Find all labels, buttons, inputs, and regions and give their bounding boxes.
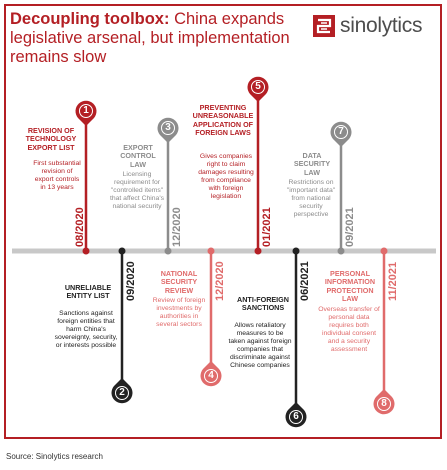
event-1-number: 1 bbox=[83, 105, 89, 116]
title-bold: Decoupling toolbox: bbox=[10, 10, 170, 28]
event-4-title: NATIONAL SECURITY REVIEW bbox=[160, 269, 198, 295]
event-5-description: Gives companies right to claim damages resulting from compliance with foreign legislation bbox=[198, 153, 254, 200]
event-2-number: 2 bbox=[119, 387, 125, 398]
source-note: Source: Sinolytics research bbox=[6, 452, 103, 461]
event-7-dot bbox=[338, 248, 345, 255]
event-8-number: 8 bbox=[381, 398, 387, 409]
event-5-number: 5 bbox=[255, 81, 261, 92]
event-4-description: Review of foreign investments by authorities in several sectors bbox=[152, 297, 206, 328]
event-6-dot bbox=[293, 248, 300, 255]
event-3-title: EXPORT CONTROL LAW bbox=[120, 143, 156, 169]
event-3-description: Licensing requirement for "controlled items" that affect China's national security bbox=[109, 171, 165, 210]
event-7-title: DATA SECURITY LAW bbox=[293, 151, 331, 177]
event-1-date: 08/2020 bbox=[74, 207, 86, 247]
event-1-description: First substantial revision of export controls in 13 years bbox=[33, 160, 81, 191]
event-2-description: Sanctions against foreign entities that harm China's sovereignty, security, or interests possible bbox=[54, 310, 118, 349]
event-4-number: 4 bbox=[208, 370, 214, 381]
event-7-description: Restrictions on "important data" from national security perspective bbox=[286, 179, 336, 218]
title-rest: China expands legislative arsenal, but implementation remains slow bbox=[10, 10, 290, 66]
event-3-number: 3 bbox=[165, 122, 171, 133]
event-8-title: PERSONAL INFORMATION PROTECTION LAW bbox=[324, 269, 376, 303]
event-3-date: 12/2020 bbox=[171, 207, 183, 247]
event-1-title: REVISION OF TECHNOLOGY EXPORT LIST bbox=[25, 126, 77, 152]
event-4-dot bbox=[208, 248, 215, 255]
event-5-title: PREVENTING UNREASONABLE APPLICATION OF FOREIGN LAWS bbox=[192, 103, 254, 137]
event-6-title: ANTI-FOREIGN SANCTIONS bbox=[237, 295, 289, 313]
event-5-date: 01/2021 bbox=[261, 207, 273, 247]
event-8-description: Overseas transfer of personal data requires both individual consent and a security assessment bbox=[318, 306, 380, 353]
event-6-date: 06/2021 bbox=[299, 261, 311, 301]
event-2-dot bbox=[119, 248, 126, 255]
event-7-number: 7 bbox=[338, 126, 344, 137]
event-6-number: 6 bbox=[293, 411, 299, 422]
event-3-dot bbox=[165, 248, 172, 255]
event-8-dot bbox=[381, 248, 388, 255]
event-4-date: 12/2020 bbox=[214, 261, 226, 301]
event-2-title: UNRELIABLE ENTITY LIST bbox=[64, 283, 112, 301]
logo-text: sinolytics bbox=[340, 14, 423, 37]
event-2-date: 09/2020 bbox=[125, 261, 137, 301]
event-1-dot bbox=[83, 248, 90, 255]
event-5-dot bbox=[255, 248, 262, 255]
event-6-description: Allows retaliatory measures to be taken against foreign companies that discriminate against Chinese companies bbox=[228, 322, 292, 369]
event-7-date: 09/2021 bbox=[344, 207, 356, 247]
event-8-date: 11/2021 bbox=[387, 261, 399, 301]
